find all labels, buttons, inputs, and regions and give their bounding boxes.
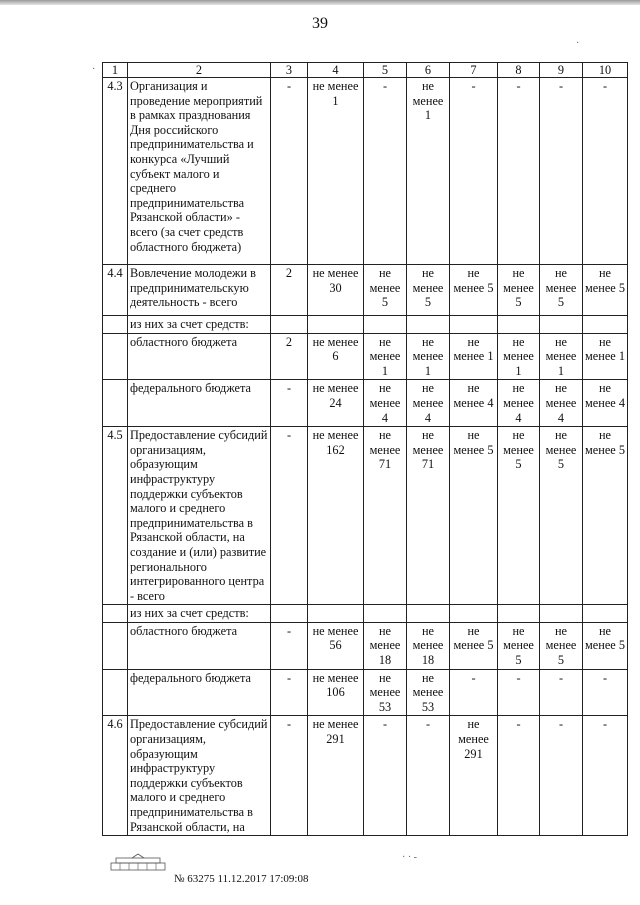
value-cell: - [498,78,540,265]
header-cell: 3 [271,63,308,78]
value-cell: не менее 71 [407,427,450,605]
scan-mark: · [576,38,580,49]
row-description-cell: Вовлечение молодежи в предпринимательскую деятельность - всего [128,265,271,316]
table-row [103,669,628,716]
value-cell: не менее 106 [308,669,364,716]
value-cell: - [364,716,407,836]
value-cell: - [498,716,540,836]
value-cell: 2 [271,333,308,380]
table-row [103,316,628,334]
value-cell [364,605,407,623]
value-cell [407,316,450,334]
header-cell: 8 [498,63,540,78]
value-cell: не менее 1 [407,333,450,380]
row-number-cell: 4.5 [103,427,128,605]
value-cell: - [364,78,407,265]
scan-top-edge [0,0,640,5]
value-cell: не менее 71 [364,427,407,605]
value-cell: не менее 5 [450,265,498,316]
value-cell: - [540,78,583,265]
table-row [103,380,628,427]
value-cell: - [271,380,308,427]
row-number-cell [103,333,128,380]
value-cell: не менее 5 [540,427,583,605]
value-cell: - [407,716,450,836]
row-number-cell [103,316,128,334]
value-cell [450,605,498,623]
row-description-cell: федерального бюджета [128,669,271,716]
value-cell [540,605,583,623]
row-number-cell [103,669,128,716]
row-description-cell: областного бюджета [128,333,271,380]
value-cell [583,316,628,334]
header-cell: 2 [128,63,271,78]
header-cell: 7 [450,63,498,78]
table-row [103,716,628,836]
scan-mark: · [92,64,96,75]
value-cell [271,605,308,623]
value-cell: не менее 53 [364,669,407,716]
value-cell [308,605,364,623]
registry-logo-icon [110,853,166,871]
value-cell: - [583,669,628,716]
value-cell [583,605,628,623]
page-number: 39 [312,15,328,32]
value-cell: не менее 1 [364,333,407,380]
value-cell: не менее 162 [308,427,364,605]
value-cell: не менее 56 [308,622,364,669]
value-cell: не менее 1 [583,333,628,380]
header-cell: 9 [540,63,583,78]
table-row [103,427,628,605]
row-description-cell: Организация и проведение мероприятий в рамках празднования Дня российского предпринимательства и конкурса «Лучший субъект малого и среднего предпринимательства Рязанской области» - всего (за счет средств областного бюджета) [128,78,271,265]
value-cell: - [450,669,498,716]
value-cell: не менее 5 [583,265,628,316]
value-cell: не менее 291 [450,716,498,836]
value-cell: - [271,622,308,669]
row-number-cell [103,622,128,669]
value-cell [308,316,364,334]
row-number-cell [103,380,128,427]
value-cell: - [271,669,308,716]
scan-mark: · · - [402,852,417,863]
value-cell [540,316,583,334]
value-cell: не менее 5 [583,622,628,669]
value-cell: не менее 30 [308,265,364,316]
table-header-row [103,63,628,78]
value-cell: не менее 5 [498,427,540,605]
value-cell: не менее 5 [498,622,540,669]
data-table [102,62,628,836]
table-row [103,265,628,316]
value-cell: не менее 5 [364,265,407,316]
value-cell: не менее 1 [407,78,450,265]
value-cell: не менее 53 [407,669,450,716]
value-cell: - [583,78,628,265]
value-cell: не менее 5 [407,265,450,316]
value-cell [271,316,308,334]
value-cell: не менее 4 [364,380,407,427]
table-body [103,63,628,836]
value-cell: - [271,716,308,836]
value-cell: не менее 4 [450,380,498,427]
document-registration-number: № 63275 11.12.2017 17:09:08 [174,873,309,885]
value-cell: - [540,669,583,716]
table-row [103,78,628,265]
table-row [103,333,628,380]
row-number-cell: 4.4 [103,265,128,316]
value-cell [407,605,450,623]
value-cell: 2 [271,265,308,316]
table-row [103,605,628,623]
row-number-cell: 4.6 [103,716,128,836]
value-cell: не менее 1 [450,333,498,380]
value-cell: не менее 18 [364,622,407,669]
header-cell: 5 [364,63,407,78]
row-description-cell: Предоставление субсидий организациям, образующим инфраструктуру поддержки субъектов малого и среднего предпринимательства в Рязанской области, на создание и (или) развитие регионального интегрированного центра - всего [128,427,271,605]
value-cell: не менее 5 [540,265,583,316]
value-cell: не менее 1 [308,78,364,265]
value-cell: не менее 4 [540,380,583,427]
value-cell: не менее 4 [407,380,450,427]
value-cell: не менее 5 [450,622,498,669]
row-description-cell: областного бюджета [128,622,271,669]
value-cell: - [271,427,308,605]
value-cell: не менее 1 [540,333,583,380]
row-description-cell: из них за счет средств: [128,316,271,334]
value-cell: не менее 4 [498,380,540,427]
value-cell: не менее 5 [540,622,583,669]
value-cell: не менее 1 [498,333,540,380]
table-row [103,622,628,669]
value-cell: - [583,716,628,836]
row-number-cell: 4.3 [103,78,128,265]
value-cell: не менее 5 [498,265,540,316]
row-number-cell [103,605,128,623]
header-cell: 4 [308,63,364,78]
value-cell [364,316,407,334]
value-cell: не менее 5 [583,427,628,605]
value-cell [450,316,498,334]
value-cell [498,605,540,623]
value-cell: - [271,78,308,265]
value-cell: не менее 291 [308,716,364,836]
value-cell: не менее 5 [450,427,498,605]
value-cell: не менее 24 [308,380,364,427]
value-cell: не менее 6 [308,333,364,380]
header-cell: 1 [103,63,128,78]
value-cell [498,316,540,334]
value-cell: не менее 18 [407,622,450,669]
value-cell: - [498,669,540,716]
value-cell: - [450,78,498,265]
value-cell: не менее 4 [583,380,628,427]
header-cell: 10 [583,63,628,78]
row-description-cell: федерального бюджета [128,380,271,427]
row-description-cell: Предоставление субсидий организациям, образующим инфраструктуру поддержки субъектов малого и среднего предпринимательства в Рязанской области, на [128,716,271,836]
header-cell: 6 [407,63,450,78]
row-description-cell: из них за счет средств: [128,605,271,623]
value-cell: - [540,716,583,836]
